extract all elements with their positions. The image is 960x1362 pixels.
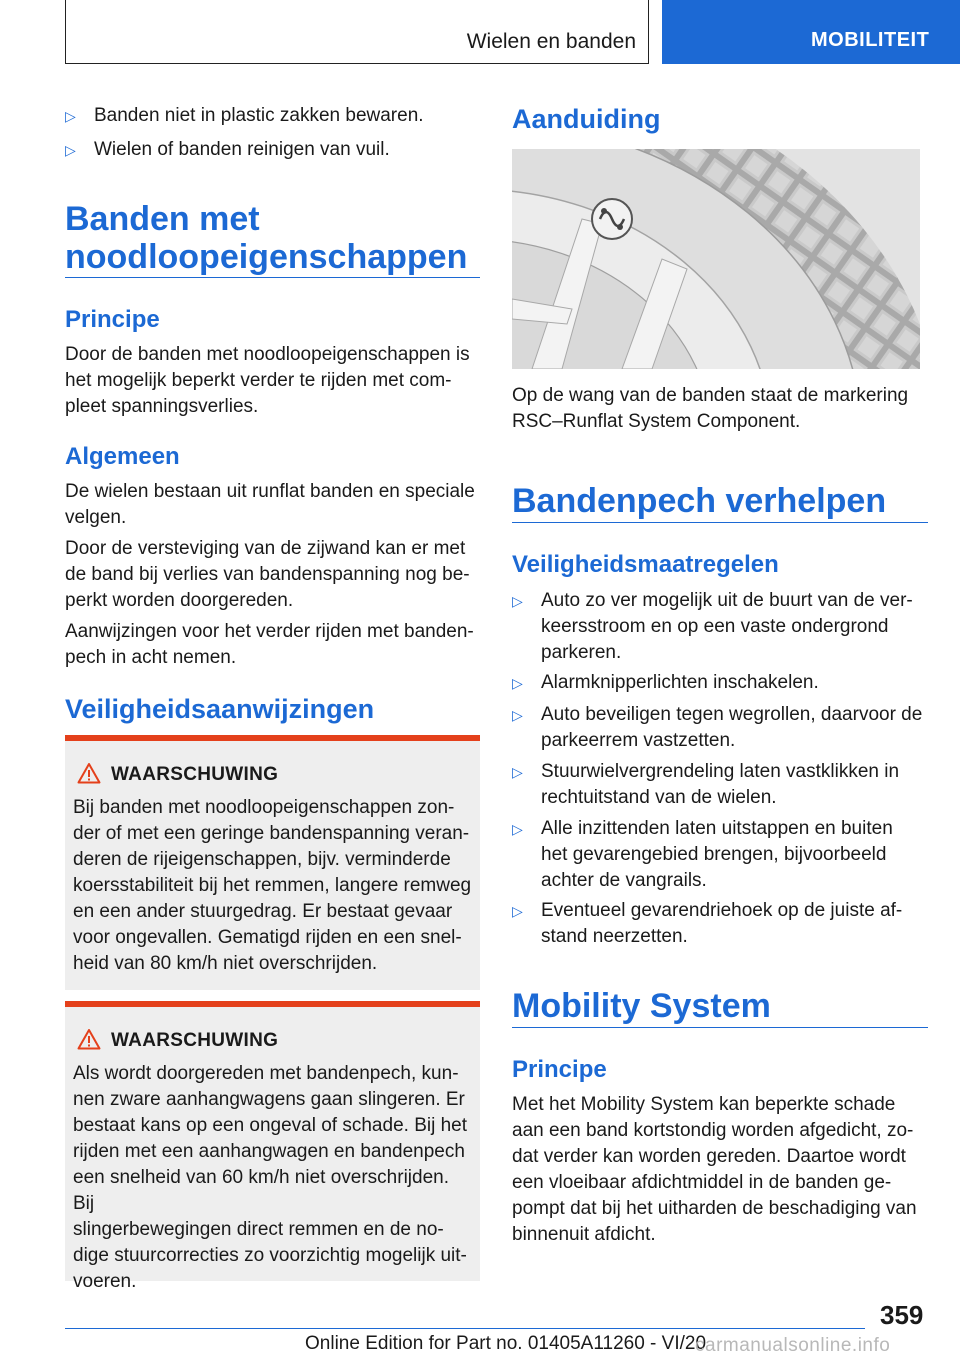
list-item: ▷ Banden niet in plastic zakken bewaren. xyxy=(65,103,480,129)
heading-algemeen: Algemeen xyxy=(65,443,180,470)
warning-title: WAARSCHUWING xyxy=(111,764,279,785)
header-section-title: Wielen en banden xyxy=(466,30,636,53)
heading-safety: Veiligheidsaanwijzingen xyxy=(65,694,375,724)
algemeen-paragraph: Aanwijzingen voor het verder rijden met banden- pech in acht nemen. xyxy=(65,621,474,668)
algemeen-paragraph: De wielen bestaan uit runflat banden en speciale velgen. xyxy=(65,481,475,528)
triangle-bullet-icon: ▷ xyxy=(65,142,76,158)
heading-runflat: Banden met noodloopeigenschappen xyxy=(65,200,468,276)
list-item: ▷ Eventueel gevarendriehoek op de juiste af- stand neerzetten. xyxy=(512,898,928,950)
list-item: ▷ Alle inzittenden laten uitstappen en buiten het gevarengebied brengen, bijvoorbeeld achter de vangrails. xyxy=(512,816,928,894)
warning-text: Bij banden met noodloopeigenschappen zon- der of met een geringe bandenspanning veran- deren de rijeigenschappen, bijv. verminderde koersstabiliteit bij het remmen, langere remweg en een ander stuurgedrag. Er bestaat gevaar voor ongevallen. Gematigd rijden en een snel- heid van 80 km/h niet overschrijden. xyxy=(73,797,472,974)
triangle-bullet-icon: ▷ xyxy=(512,764,523,780)
warning-bar xyxy=(65,1001,480,1007)
algemeen-paragraph: Door de versteviging van de zijwand kan er met de band bij verlies van bandenspanning nog be- perkt worden doorgereden. xyxy=(65,538,470,611)
principe-text: Door de banden met noodloopeigenschappen is het mogelijk beperkt verder te rijden met com- pleet spanningsverlies. xyxy=(65,344,470,417)
heading-mobility-system: Mobility System xyxy=(512,987,771,1025)
triangle-bullet-icon: ▷ xyxy=(512,821,523,837)
mobility-principe-text: Met het Mobility System kan beperkte schade aan een band kortstondig worden afgedicht, zo- dat verder kan worden gereden. Daartoe wordt een vloeibaar afdichtmiddel in de banden ge- pompt dat bij het uitharden de beschadiging van binnenuit afdicht. xyxy=(512,1094,917,1245)
triangle-bullet-icon: ▷ xyxy=(512,707,523,723)
list-item: ▷ Auto zo ver mogelijk uit de buurt van de ver- keersstroom en op een vaste ondergrond parkeren. xyxy=(512,588,928,666)
tire-sidewall-illustration xyxy=(512,149,920,369)
list-item: ▷ Stuurwielvergrendeling laten vastklikken in rechtuitstand van de wielen. xyxy=(512,759,928,811)
warning-text: Als wordt doorgereden met bandenpech, kun- nen zware aanhangwagens gaan slingeren. Er bestaat kans op een ongeval of schade. Bij het rijden met een aanhangwagen en bandenpech een snelheid van 60 km/h niet overschrijden. Bij slingerbewegingen direct remmen en de no- dige stuurcorrecties zo voorzichtig mogelijk uit- voeren. xyxy=(73,1063,467,1292)
triangle-bullet-icon: ▷ xyxy=(65,108,76,124)
list-item: ▷ Wielen of banden reinigen van vuil. xyxy=(65,137,480,163)
heading-principe: Principe xyxy=(65,306,160,333)
warning-triangle-icon xyxy=(77,762,101,784)
triangle-bullet-icon: ▷ xyxy=(512,675,523,691)
header-chapter-title: MOBILITEIT xyxy=(811,29,930,51)
heading-principe-mobility: Principe xyxy=(512,1056,607,1083)
warning-box xyxy=(65,1001,480,1292)
heading-rule xyxy=(65,277,480,278)
triangle-bullet-icon: ▷ xyxy=(512,593,523,609)
page-number: 359 xyxy=(880,1300,924,1330)
watermark: carmanualsonline.info xyxy=(695,1335,891,1356)
heading-aanduiding: Aanduiding xyxy=(512,104,661,134)
image-caption: Op de wang van de banden staat de markering RSC–Runflat System Component. xyxy=(512,385,909,432)
warning-triangle-icon xyxy=(77,1028,101,1050)
warning-box xyxy=(65,735,480,990)
footer-rule xyxy=(65,1328,865,1329)
list-item: ▷ Alarmknipperlichten inschakelen. xyxy=(512,670,928,696)
heading-bandenpech: Bandenpech verhelpen xyxy=(512,482,887,520)
warning-bar xyxy=(65,735,480,741)
warning-title: WAARSCHUWING xyxy=(111,1030,279,1051)
footer-edition: Online Edition for Part no. 01405A11260 - VI/20 xyxy=(305,1333,707,1354)
list-item: ▷ Auto beveiligen tegen wegrollen, daarvoor de parkeerrem vastzetten. xyxy=(512,702,928,754)
heading-rule xyxy=(512,1027,928,1028)
triangle-bullet-icon: ▷ xyxy=(512,903,523,919)
header-section-tab xyxy=(65,0,649,64)
heading-veiligheidsmaatregelen: Veiligheidsmaatregelen xyxy=(512,551,779,578)
header-chapter-tab xyxy=(662,0,960,64)
heading-rule xyxy=(512,522,928,523)
